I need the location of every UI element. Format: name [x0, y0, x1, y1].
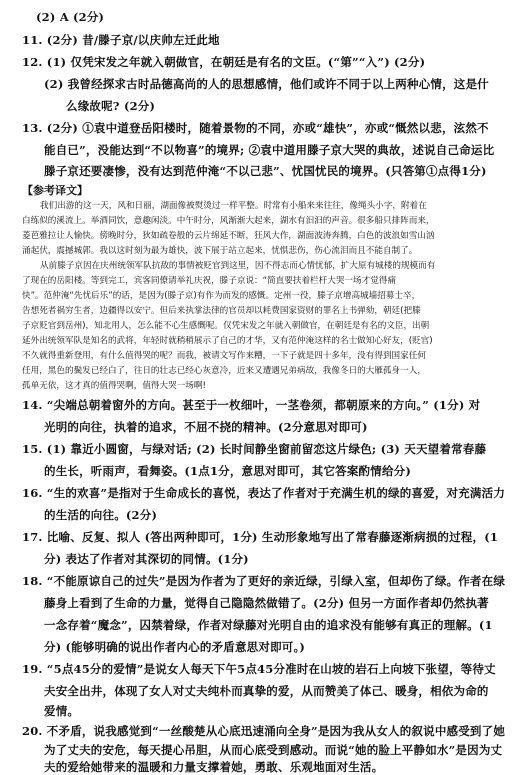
answer-16-line1: 16. “生的欢喜”是指对于生命成长的喜悦，表达了作者对于充满生机的绿的喜爱，对充满活力 [22, 486, 506, 500]
answer-14-line1: 14. “尖端总朝着窗外的方向。甚至于一枚细叶，一茎卷须，都朝原来的方向。” (1分) 对 [22, 398, 481, 412]
translation-line: 任用，黑色的鬓发已经白了，往日的壮志已经心灰意冷，近来又遭遇兄弟病故，我像冬日的大雁孤身一人， [22, 366, 426, 376]
answer-18-line1: 18. “不能原谅自己的过失”是因为作者为了更好的亲近绿，引绿入室，但却伤了绿。作者在绿 [22, 574, 506, 588]
answer-19-line2: 夫安全出井，体现了女人对丈夫纯朴而真挚的爱，从而赞美了体己、暖身，相依为命的 [44, 684, 489, 698]
answer-12-2-line1: (2) 我曾经探求古时品德高尚的人的思想感情，他们或许不同于以上两种心情，这是什 [44, 77, 489, 91]
translation-line: 涌起伏，震撼城郭。我以这时刻为最为雄快，波下展于站立起来，忧惧悲伤，伤心流泪而且不能自制了。 [22, 246, 418, 256]
translation-line: 子京贬官到岳州)，知北用人，怎么能不心生感慨呢。仅凭宋发之年就入朝做官，在朝廷是有名的文臣，出朝 [22, 321, 430, 331]
answer-20-line2: 为了丈夫的安危，每天提心吊胆，从而心底受到感动。而说“她的脸上平静如水”是因为丈 [44, 743, 503, 757]
translation-line: 从前滕子京因在庆州统领军队抗敌的事情被贬官到这里，因不得志而心情忧郁，扩大原有城楼的规模而有 [40, 261, 436, 271]
answer-13-line2: 能自已”，没能达到“不以物喜”的境界; ②袁中道用滕子京大哭的典故，述说自己命运比 [44, 143, 495, 157]
answer-12-2-line2: 么缘故呢? (2分) [66, 99, 156, 113]
answer-13-line3: 滕子京还要凄惨，没有达到范仲淹“不以己悲”、忧国忧民的境界。(只答第①点得1分) [44, 164, 487, 178]
answer-11: 11. (2分) 昔/滕子京/以庆帅左迁此地 [22, 33, 220, 47]
answer-15-line2: 的生长，听雨声，看舞姿。(1点1分，意思对即可，其它答案酌情给分) [44, 464, 411, 478]
translation-line: 告想死者祸穷生者，边疆得以安宁。但后来执掌法律的官员却以耗费国家资财的罪名上书弹劾，朝廷(把滕 [22, 306, 421, 316]
answer-15-line1: 15. (1) 靠近小圆窗，与绿对话; (2) 长时间静坐窗前留恋这片绿色; (3) 天天望着常春藤 [22, 442, 487, 456]
reference-translation-heading: 【参考译文】 [22, 184, 88, 197]
translation-line: 快”。范仲淹“先忧后乐”的话，是因为(滕子京)有作为而发的感慨。定州一役，滕子京增高城墙招募士卒， [22, 291, 421, 301]
answer-10-2: (2) A (2分) [36, 10, 105, 24]
translation-line: 我们出游的这一天，风和日丽，湖面像被熨烫过一样平整。时常有小船来来往往，像绳头小字，附着在 [40, 201, 427, 211]
answer-17-line2: 分) 表达了作者对其深切的同情。(1分) [44, 552, 249, 566]
translation-line: 不久就得重新登用，有什么值得哭的呢？而我，被请文写作来糟，一下子就是四十多年，没有得到国家任何 [22, 351, 426, 361]
translation-line: 孤单无依，这才真的值得哭啊，值得大哭一场啊! [22, 381, 206, 391]
answer-20-line3: 夫的爱给她带来的温暖和力量支撑着她，勇敢、乐观地面对生活。 [44, 760, 384, 774]
answer-18-line4: 分) (能够明确的说出作者内心的矛盾意思对即可。) [44, 640, 306, 654]
answer-18-line2: 藤身上看到了生命的力量，觉得自己隐隐然做错了。(2分) 但另一方面作者却仍然执著 [44, 596, 489, 610]
answer-16-line2: 的生活的向往。(2分) [44, 508, 158, 522]
translation-line: 延外出统领军队是知名的武将，年轻时就稍稍展示了自己的才华，又有范仲淹这样的名士做知心好友，(贬官) [22, 336, 433, 346]
answer-12-1: 12. (1) 仅凭宋发之年就入朝做官，在朝廷是有名的文臣。(“第”“入”) (2分) [22, 55, 426, 69]
answer-13-line1: 13. (2分) ①袁中道登岳阳楼时，随着景物的不同，亦或“雄快”，亦或“慨然以悲，泫然不 [22, 121, 489, 135]
translation-line: 菱芭雅拉让人愉快。傍晚时分，狄如疏卷般的云片绵延不断，狂风大作，湖面波涛奔腾，白色的波浪如雪山汹 [22, 231, 435, 241]
translation-line: 白练似的溪流上。举酒同饮，意趣闲淡。中午时分，风渐渐大起来，湖水有汩汩的声音。很多船只排阵而来， [22, 216, 435, 226]
answer-20-line1: 20. 不矛盾，说我感觉到“一丝酸楚从心底迅速涌向全身”是因为我从女人的叙说中感受到了她 [22, 724, 506, 738]
answer-19-line3: 爱情。 [44, 704, 80, 718]
answer-17-line1: 17. 比喻、反复、拟人 (答出两种即可，1分) 生动形象地写出了常春藤逐渐病损的过程，(1 [22, 530, 499, 544]
answer-14-line2: 光明的向往，执着的追求，不屈不挠的精神。(2分意思对即可) [44, 420, 368, 434]
translation-line: 了现在的岳阳楼。等到完工，宾客同僚请举礼庆祝，滕子京说：“简直要扶着栏杆大哭一场才觉得痛 [22, 276, 396, 286]
answer-19-line1: 19. “5点45分的爱情”是说女人每天下午5点45分准时在山坡的岩石上向坡下张望，等待丈 [22, 662, 496, 676]
answer-18-line3: 一念存着“魔念”，囚禁着绿，作者对绿藤对光明自由的追求没有能够有真正的理解。(1 [44, 618, 493, 632]
